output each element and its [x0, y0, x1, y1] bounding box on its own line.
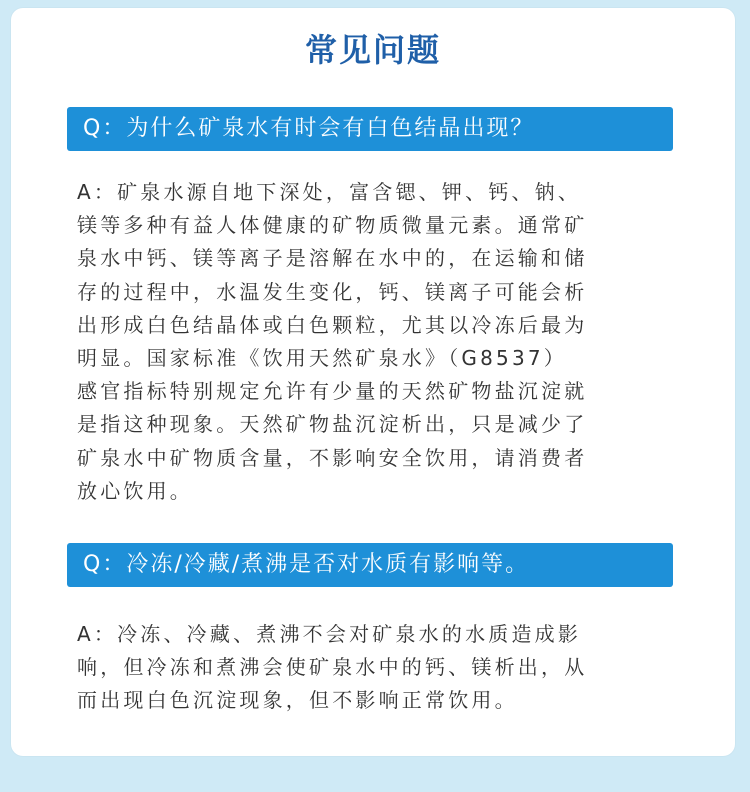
question-1-bar: Q：为什么矿泉水有时会有白色结晶出现？ — [67, 107, 673, 151]
faq-card — [11, 8, 735, 756]
answer-1-line: A：矿泉水源自地下深处，富含锶、钾、钙、钠、 — [77, 180, 582, 204]
answer-2 — [77, 618, 683, 718]
answer-1-line: 放心饮用。 — [77, 478, 193, 503]
answer-2-line: 而出现白色沉淀现象，但不影响正常饮用。 — [77, 688, 518, 713]
question-2-bar: Q：冷冻/冷藏/煮沸是否对水质有影响等。 — [67, 543, 673, 587]
answer-1-line: 明显。国家标准《饮用天然矿泉水》（G8537） — [77, 346, 567, 371]
answer-1-line: 是指这种现象。天然矿物盐沉淀析出，只是减少了 — [77, 412, 588, 437]
answer-1-line: 感官指标特别规定允许有少量的天然矿物盐沉淀就 — [77, 379, 588, 404]
answer-1 — [77, 176, 683, 508]
answer-1-line: 矿泉水中矿物质含量，不影响安全饮用，请消费者 — [77, 445, 588, 470]
answer-1-line: 镁等多种有益人体健康的矿物质微量元素。通常矿 — [77, 213, 588, 238]
answer-2-line: A：冷冻、冷藏、煮沸不会对矿泉水的水质造成影 — [77, 622, 582, 646]
page-title: 常见问题 — [304, 31, 441, 69]
answer-1-line: 存的过程中，水温发生变化，钙、镁离子可能会析 — [77, 279, 588, 304]
answer-1-line: 出形成白色结晶体或白色颗粒，尤其以冷冻后最为 — [77, 312, 588, 337]
answer-1-line: 泉水中钙、镁等离子是溶解在水中的，在运输和储 — [77, 246, 588, 271]
answer-2-line: 响，但冷冻和煮沸会使矿泉水中的钙、镁析出，从 — [77, 655, 588, 680]
